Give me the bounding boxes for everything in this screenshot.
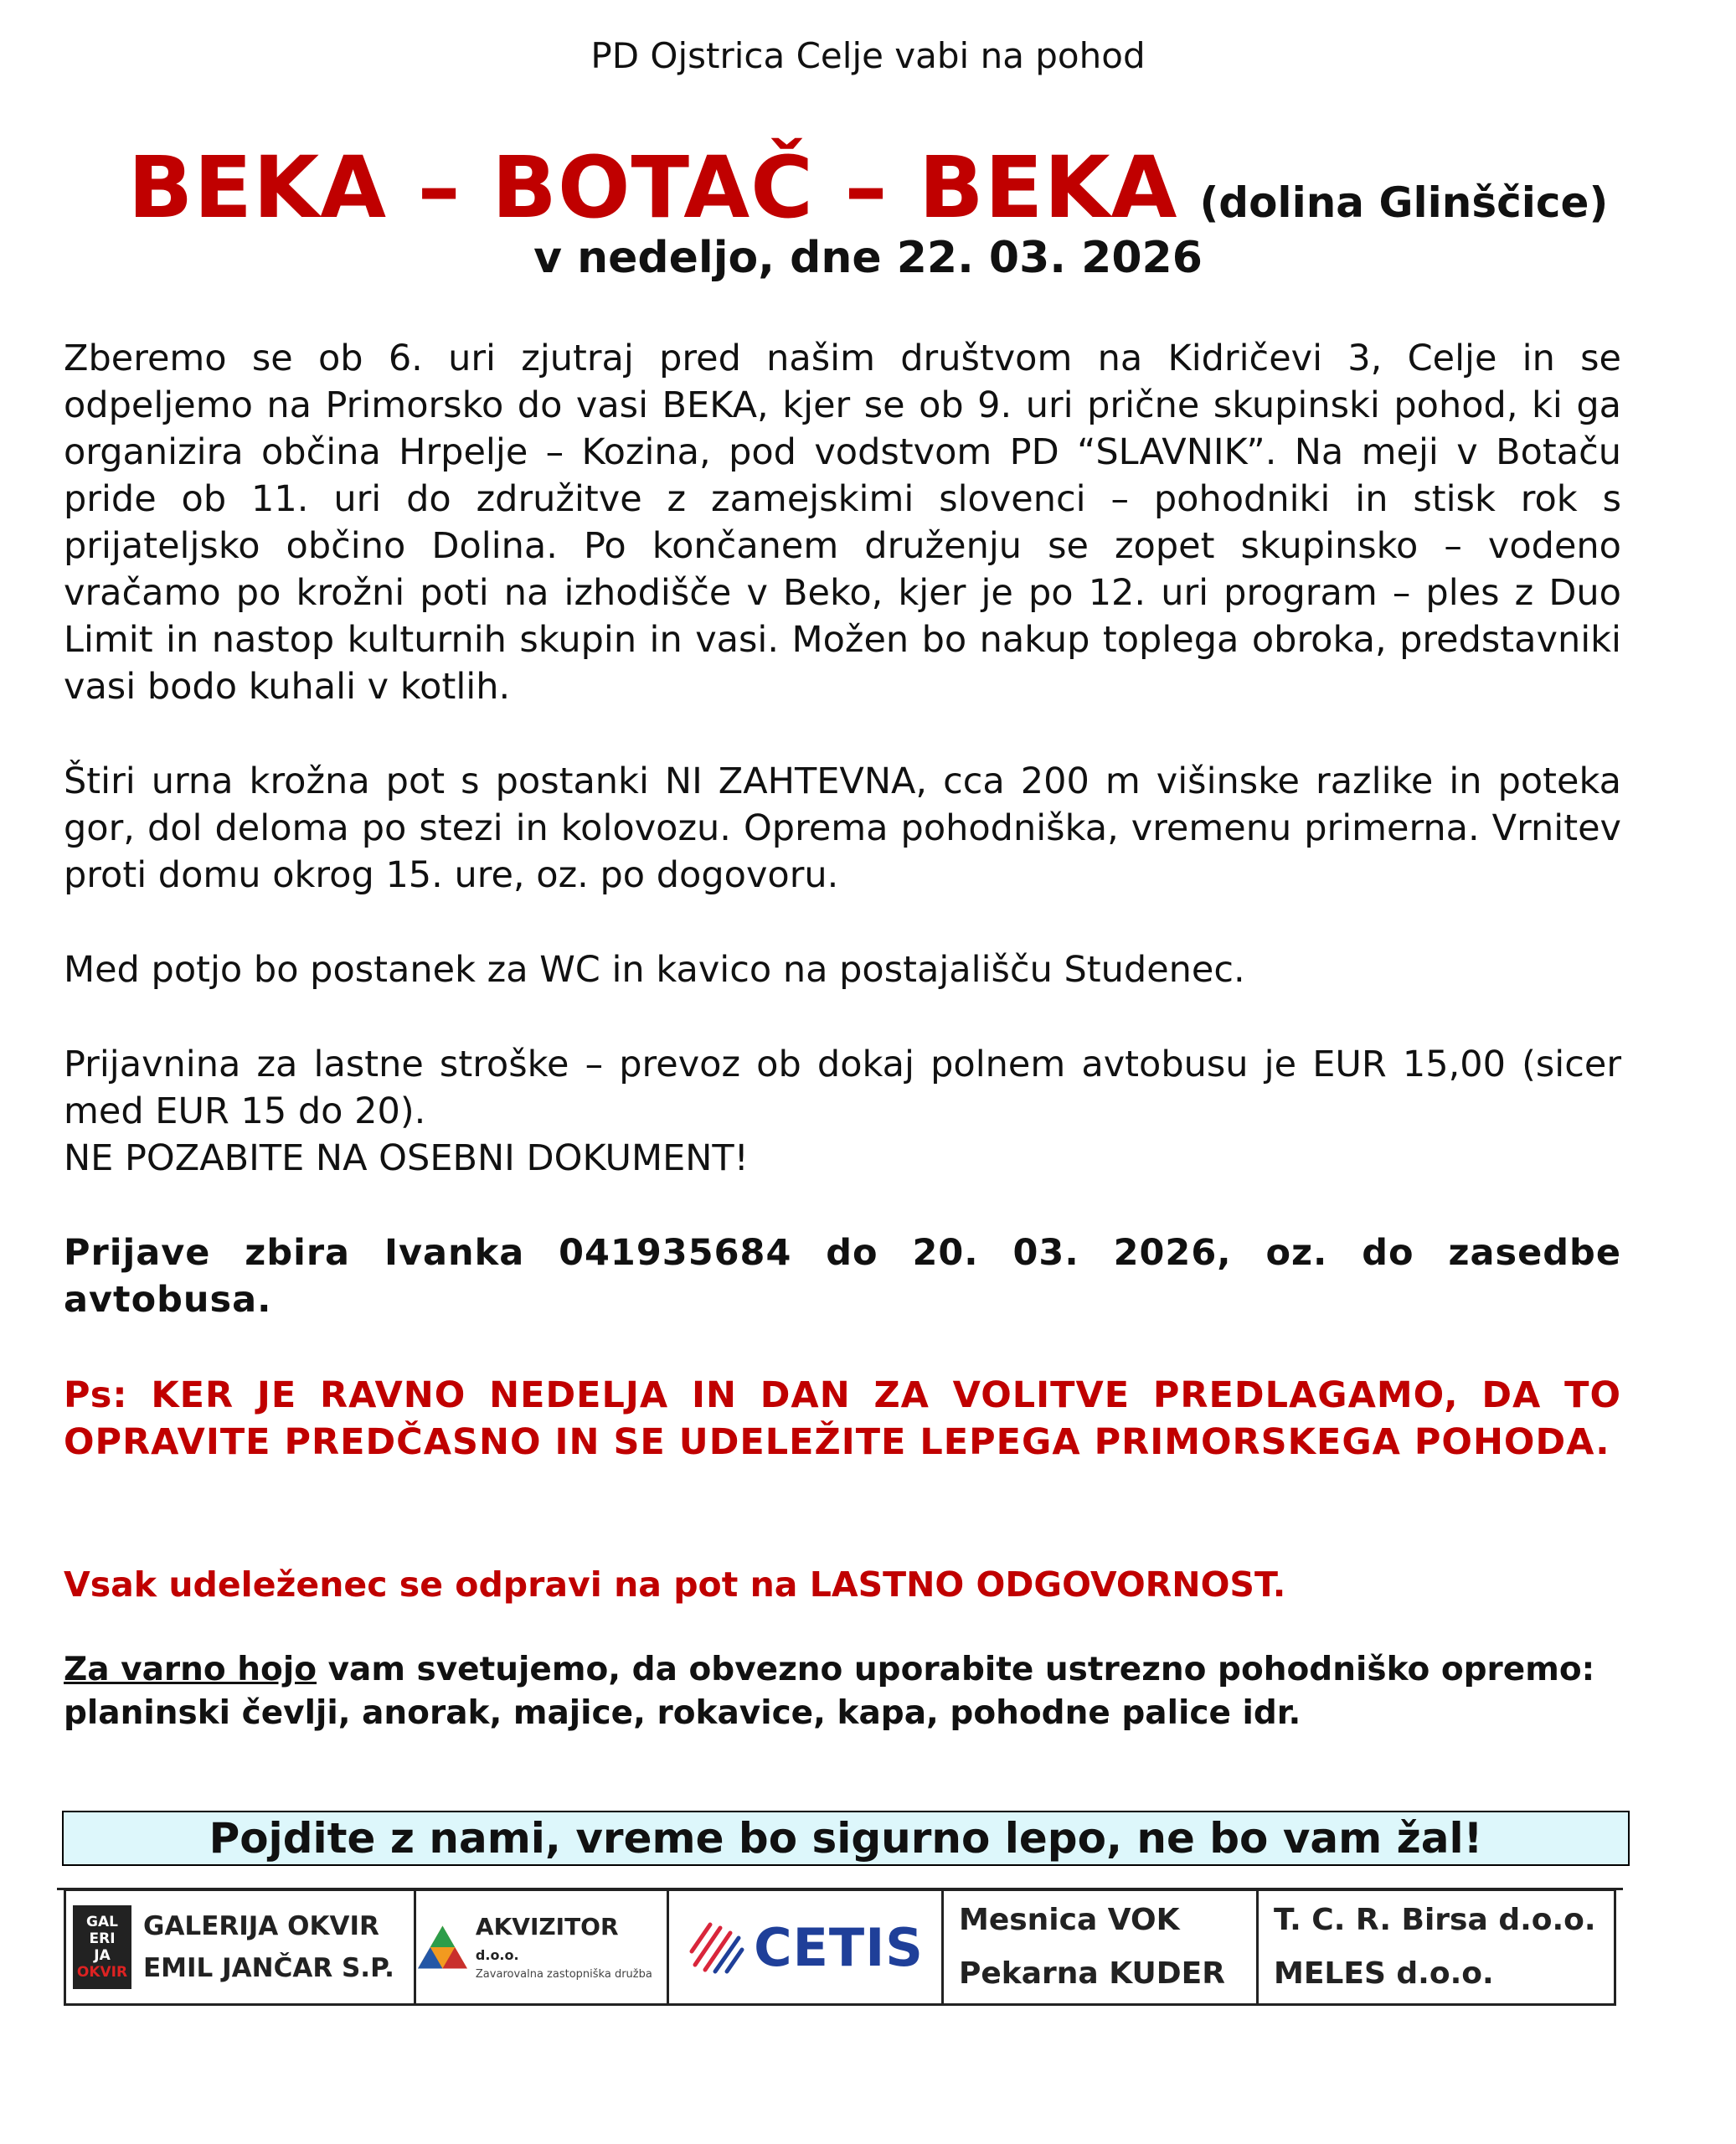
paragraph-itinerary: Zberemo se ob 6. uri zjutraj pred našim društvom na Kidričevi 3, Celje in se odpeljemo na Primorsko do vasi BEKA, kjer se ob 9. uri prične skupinski pohod, ki ga organizira občina Hrpelje – Kozina, pod vodstvom PD “SLAVNIK”. Na meji v Botaču pride ob 11. uri do združitve z zamejskimi slovenci – pohodniki in stisk rok s prijateljsko občino Dolina. Po končanem druženju se zopet skupinsko – vodeno vračamo po krožni poti na izhodišče v Beko, kjer je po 12. uri program – ples z Duo Limit in nastop kulturnih skupin in vasi. Možen bo nakup toplega obroka, predstavniki vasi bodo kuhali v kotlih.	[64, 338, 1621, 708]
inviter-line: PD Ojstrica Celje vabi na pohod	[590, 35, 1146, 76]
title-row	[0, 138, 1736, 238]
paragraph-stop: Med potjo bo postanek za WC in kavico na postajališču Studenec.	[64, 949, 1245, 991]
galerija-okvir-text: GALERIJA OKVIR EMIL JANČAR S.P.	[143, 1911, 394, 1983]
event-subtitle: (dolina Glinščice)	[1199, 178, 1609, 227]
akvizitor-name: AKVIZITOR	[475, 1912, 619, 1940]
sponsor-cetis	[669, 1891, 944, 2003]
paragraph-responsibility: Vsak udeleženec se odpravi na pot na LASTNO ODGOVORNOST.	[64, 1564, 1286, 1605]
galerija-okvir-logo-icon: GAL ERI JA OKVIR	[73, 1905, 131, 1989]
safety-lead: Za varno hojo	[64, 1651, 317, 1688]
event-title: BEKA – BOTAČ – BEKA	[127, 138, 1178, 238]
cetis-stripes-icon	[687, 1918, 745, 1976]
sponsor-tcr-birsa: T. C. R. Birsa d.o.o.	[1274, 1903, 1596, 1937]
sponsor-mesnica-vok: Mesnica VOK	[959, 1903, 1180, 1937]
paragraph-registration: Prijave zbira Ivanka 041935684 do 20. 03. 2026, oz. do zasedbe avtobusa.	[64, 1232, 1621, 1321]
sponsor-galerija-okvir	[66, 1891, 416, 2003]
safety-text: vam svetujemo, da obvezno uporabite ustrezno pohodniško opremo: planinski čevlji, anorak, majice, rokavice, kapa, pohodne palice idr.	[64, 1651, 1595, 1732]
closing-banner: Pojdite z nami, vreme bo sigurno lepo, ne bo vam žal!	[62, 1811, 1630, 1866]
sponsor-vok-kuder	[944, 1891, 1259, 2003]
sponsor-pekarna-kuder: Pekarna KUDER	[959, 1956, 1225, 1991]
akvizitor-tagline: Zavarovalna zastopniška družba	[475, 1967, 652, 1981]
sponsor-birsa-meles	[1259, 1891, 1614, 2003]
akvizitor-triangle-icon	[416, 1924, 469, 1971]
paragraph-route: Štiri urna krožna pot s postanki NI ZAHTEVNA, cca 200 m višinske razlike in poteka gor, dol deloma po stezi in kolovozu. Oprema pohodniška, vremenu primerna. Vrnitev proti domu okrog 15. ure, oz. po dogovoru.	[64, 760, 1621, 896]
event-date: v nedeljo, dne 22. 03. 2026	[533, 233, 1203, 283]
cetis-name: CETIS	[754, 1916, 924, 1978]
paragraph-ps-note: Ps: KER JE RAVNO NEDELJA IN DAN ZA VOLITVE PREDLAGAMO, DA TO OPRAVITE PREDČASNO IN SE UDELEŽITE LEPEGA PRIMORSKEGA POHODA.	[64, 1374, 1621, 1463]
sponsor-strip	[64, 1889, 1616, 2006]
paragraph-safety	[64, 1648, 1621, 1735]
sponsor-meles: MELES d.o.o.	[1274, 1956, 1494, 1991]
document-reminder: NE POZABITE NA OSEBNI DOKUMENT!	[64, 1137, 749, 1179]
akvizitor-suffix: d.o.o.	[475, 1946, 519, 1963]
fee-text: Prijavnina za lastne stroške – prevoz ob dokaj polnem avtobusu je EUR 15,00 (sicer med EUR 15 do 20).	[64, 1044, 1621, 1132]
paragraph-fee	[64, 1041, 1621, 1182]
sponsor-akvizitor	[416, 1891, 669, 2003]
